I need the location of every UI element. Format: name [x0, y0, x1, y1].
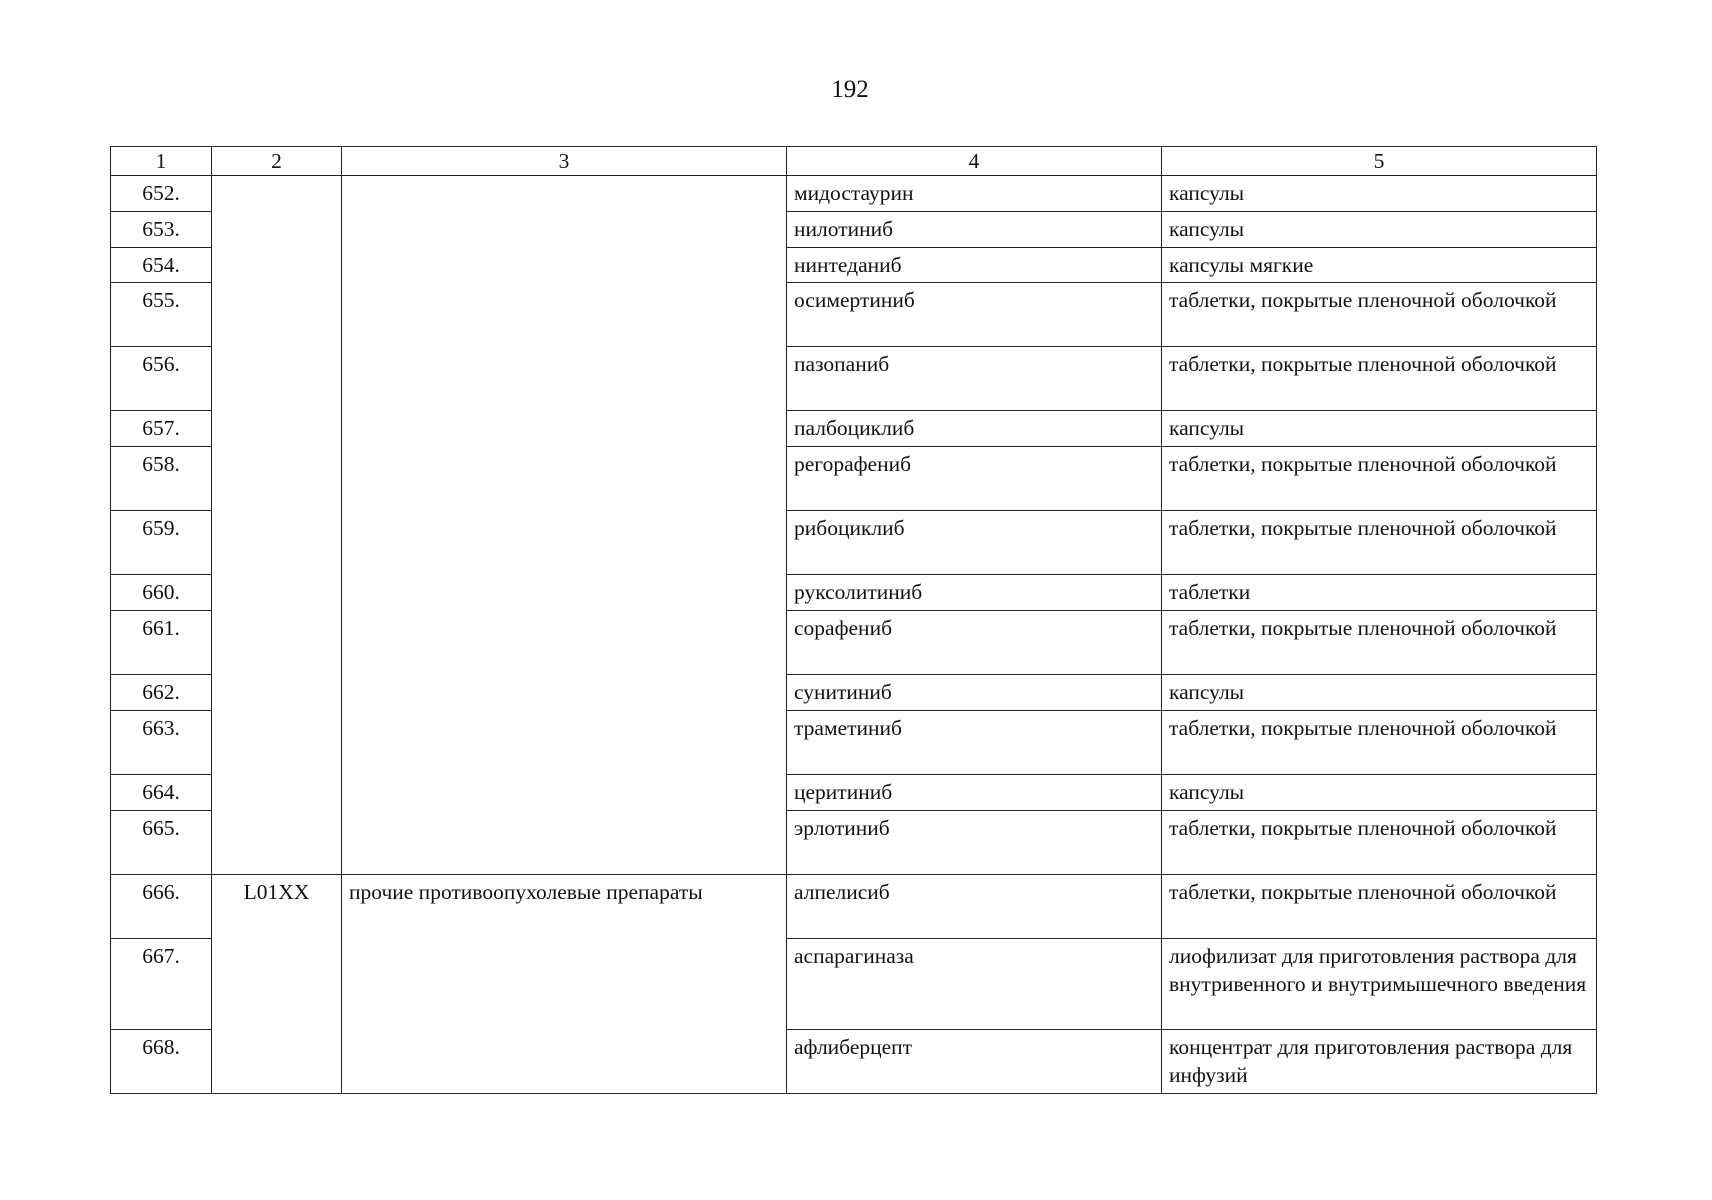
drug-name: нилотиниб	[787, 211, 1162, 247]
atc-code	[212, 175, 342, 211]
atc-code	[212, 411, 342, 447]
column-header-3: 3	[342, 147, 787, 176]
atc-code	[212, 675, 342, 711]
pharmacological-group	[342, 347, 787, 411]
table-row	[111, 611, 1597, 675]
page-number: 192	[831, 76, 869, 103]
atc-code	[212, 1030, 342, 1094]
atc-code	[212, 247, 342, 283]
dosage-form: таблетки, покрытые пленочной оболочкой	[1162, 511, 1597, 575]
atc-code	[212, 711, 342, 775]
table-row	[111, 811, 1597, 875]
pharmacological-group	[342, 283, 787, 347]
dosage-form: таблетки, покрытые пленочной оболочкой	[1162, 283, 1597, 347]
drug-name: афлиберцепт	[787, 1030, 1162, 1094]
dosage-form: капсулы мягкие	[1162, 247, 1597, 283]
drug-name: пазопаниб	[787, 347, 1162, 411]
pharmacological-group	[342, 575, 787, 611]
dosage-form: таблетки, покрытые пленочной оболочкой	[1162, 875, 1597, 939]
atc-code	[212, 939, 342, 1030]
drug-name: мидостаурин	[787, 175, 1162, 211]
drug-name: эрлотиниб	[787, 811, 1162, 875]
column-header-1: 1	[111, 147, 212, 176]
column-header-5: 5	[1162, 147, 1597, 176]
table-row	[111, 211, 1597, 247]
drug-name: рибоциклиб	[787, 511, 1162, 575]
dosage-form: таблетки, покрытые пленочной оболочкой	[1162, 347, 1597, 411]
row-number: 657.	[111, 411, 212, 447]
table-row	[111, 939, 1597, 1030]
row-number: 662.	[111, 675, 212, 711]
dosage-form: таблетки, покрытые пленочной оболочкой	[1162, 711, 1597, 775]
row-number: 664.	[111, 775, 212, 811]
atc-code	[212, 775, 342, 811]
row-number: 665.	[111, 811, 212, 875]
pharmacological-group	[342, 247, 787, 283]
dosage-form: капсулы	[1162, 675, 1597, 711]
drug-name: нинтеданиб	[787, 247, 1162, 283]
row-number: 658.	[111, 447, 212, 511]
dosage-form: таблетки	[1162, 575, 1597, 611]
dosage-form: таблетки, покрытые пленочной оболочкой	[1162, 611, 1597, 675]
table-row	[111, 711, 1597, 775]
pharmacological-group	[342, 811, 787, 875]
drug-list-table	[110, 146, 1597, 1094]
pharmacological-group	[342, 211, 787, 247]
atc-code	[212, 283, 342, 347]
atc-code	[212, 575, 342, 611]
pharmacological-group	[342, 939, 787, 1030]
table-row	[111, 875, 1597, 939]
row-number: 652.	[111, 175, 212, 211]
table-row	[111, 1030, 1597, 1094]
dosage-form: таблетки, покрытые пленочной оболочкой	[1162, 811, 1597, 875]
pharmacological-group	[342, 675, 787, 711]
row-number: 663.	[111, 711, 212, 775]
row-number: 656.	[111, 347, 212, 411]
pharmacological-group	[342, 447, 787, 511]
table-row	[111, 247, 1597, 283]
pharmacological-group	[342, 175, 787, 211]
drug-name: церитиниб	[787, 775, 1162, 811]
row-number: 660.	[111, 575, 212, 611]
pharmacological-group: прочие противоопухолевые препараты	[342, 875, 787, 939]
row-number: 666.	[111, 875, 212, 939]
atc-code	[212, 347, 342, 411]
table-row	[111, 447, 1597, 511]
column-header-2: 2	[212, 147, 342, 176]
pharmacological-group	[342, 611, 787, 675]
drug-name: регорафениб	[787, 447, 1162, 511]
row-number: 661.	[111, 611, 212, 675]
pharmacological-group	[342, 1030, 787, 1094]
table-row	[111, 175, 1597, 211]
dosage-form: капсулы	[1162, 175, 1597, 211]
table-row	[111, 775, 1597, 811]
row-number: 655.	[111, 283, 212, 347]
drug-name: палбоциклиб	[787, 411, 1162, 447]
dosage-form: таблетки, покрытые пленочной оболочкой	[1162, 447, 1597, 511]
pharmacological-group	[342, 775, 787, 811]
table-row	[111, 347, 1597, 411]
row-number: 654.	[111, 247, 212, 283]
atc-code	[212, 447, 342, 511]
atc-code	[212, 211, 342, 247]
drug-name: траметиниб	[787, 711, 1162, 775]
atc-code	[212, 811, 342, 875]
table-header-row	[111, 147, 1597, 176]
row-number: 653.	[111, 211, 212, 247]
table-row	[111, 511, 1597, 575]
row-number: 659.	[111, 511, 212, 575]
drug-name: алпелисиб	[787, 875, 1162, 939]
dosage-form: капсулы	[1162, 775, 1597, 811]
table-row	[111, 675, 1597, 711]
drug-name: сорафениб	[787, 611, 1162, 675]
table-row	[111, 411, 1597, 447]
dosage-form: капсулы	[1162, 411, 1597, 447]
atc-code	[212, 611, 342, 675]
dosage-form: лиофилизат для приготовления раствора для внутривенного и внутримышечного введения	[1162, 939, 1597, 1030]
dosage-form: концентрат для приготовления раствора для инфузий	[1162, 1030, 1597, 1094]
drug-name: осимертиниб	[787, 283, 1162, 347]
dosage-form: капсулы	[1162, 211, 1597, 247]
row-number: 668.	[111, 1030, 212, 1094]
row-number: 667.	[111, 939, 212, 1030]
table-row	[111, 575, 1597, 611]
drug-name: руксолитиниб	[787, 575, 1162, 611]
column-header-4: 4	[787, 147, 1162, 176]
atc-code: L01XX	[212, 875, 342, 939]
atc-code	[212, 511, 342, 575]
drug-name: сунитиниб	[787, 675, 1162, 711]
drug-name: аспарагиназа	[787, 939, 1162, 1030]
pharmacological-group	[342, 711, 787, 775]
table-row	[111, 283, 1597, 347]
pharmacological-group	[342, 411, 787, 447]
pharmacological-group	[342, 511, 787, 575]
